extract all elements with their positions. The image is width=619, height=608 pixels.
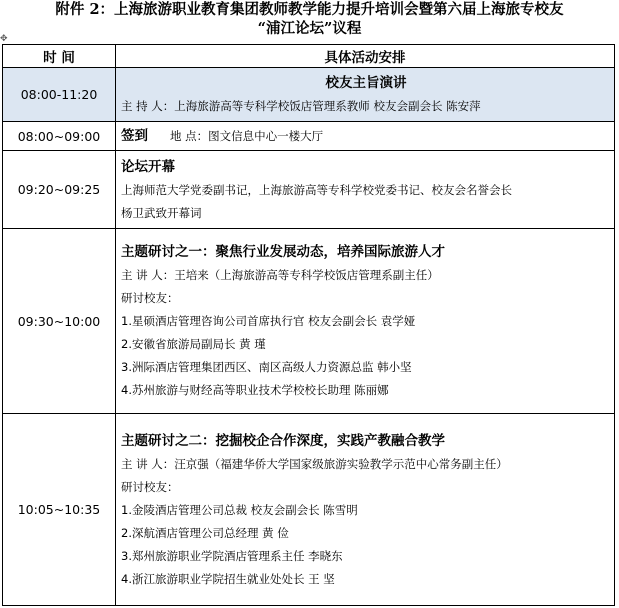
header-activity: 具体活动安排	[116, 45, 615, 68]
row-line: 主 讲 人：王培来（上海旅游高等专科学校饭店管理系副主任）	[121, 268, 439, 282]
row-line: 研讨校友：	[121, 291, 179, 305]
row-line: 2.深航酒店管理公司总经理 黄 俭	[121, 525, 289, 540]
document-title-line-2: “浦江论坛”议程	[257, 20, 362, 37]
row-title: 校友主旨演讲	[325, 75, 407, 91]
table-row	[3, 68, 615, 122]
row-line: 1.星硕酒店管理咨询公司首席执行官 校友会副会长 袁学娅	[121, 314, 416, 328]
row-line: 2.安徽省旅游局副局长 黄 瑾	[121, 337, 266, 351]
row-line: 上海师范大学党委副书记，上海旅游高等专科学校党委书记、校友会名誉会长	[121, 182, 512, 197]
row-time: 09:30~10:00	[3, 229, 116, 414]
table-row	[3, 414, 615, 606]
row-line: 3.洲际酒店管理集团西区、南区高级人力资源总监 韩小坚	[121, 360, 412, 374]
row-line: 1.金陵酒店管理公司总裁 校友会副会长 陈雪明	[121, 502, 358, 517]
row-activity	[116, 68, 615, 122]
row-title: 主题研讨之二：挖掘校企合作深度，实践产教融合教学	[121, 432, 445, 449]
row-line: 研讨校友：	[121, 479, 179, 494]
row-line: 4.苏州旅游与财经高等职业技术学校校长助理 陈丽娜	[121, 383, 389, 397]
row-title: 论坛开幕	[121, 158, 175, 175]
row-time: 09:20~09:25	[3, 151, 116, 229]
move-handle-icon[interactable]: ✥	[0, 34, 8, 44]
row-activity	[116, 151, 615, 229]
row-title: 主题研讨之一：聚焦行业发展动态，培养国际旅游人才	[121, 244, 445, 260]
row-time: 08:00~09:00	[3, 122, 116, 151]
table-row	[3, 151, 615, 229]
document-title-line-1: 附件 2：上海旅游职业教育集团教师教学能力提升培训会暨第六届上海旅专校友	[55, 1, 564, 18]
header-time: 时 间	[3, 45, 116, 68]
row-line: 主 讲 人：汪京强（福建华侨大学国家级旅游实验教学示范中心常务副主任）	[121, 456, 508, 471]
table-row	[3, 122, 615, 151]
table-row	[3, 229, 615, 414]
row-detail: 地 点：图文信息中心一楼大厅	[170, 129, 324, 143]
row-time: 10:05~10:35	[3, 414, 116, 606]
row-line: 杨卫武致开幕词	[121, 205, 202, 220]
agenda-table	[2, 44, 615, 606]
row-line: 主 持 人：上海旅游高等专科学校饭店管理系教师 校友会副会长 陈安萍	[121, 99, 481, 113]
row-line: 3.郑州旅游职业学院酒店管理系主任 李晓东	[121, 548, 343, 563]
row-title: 签到	[121, 128, 148, 144]
header-row	[3, 45, 615, 68]
row-activity	[116, 122, 615, 151]
row-activity	[116, 229, 615, 414]
row-time: 08:00-11:20	[3, 68, 116, 122]
row-activity	[116, 414, 615, 606]
row-line: 4.浙江旅游职业学院招生就业处处长 王 坚	[121, 571, 335, 586]
